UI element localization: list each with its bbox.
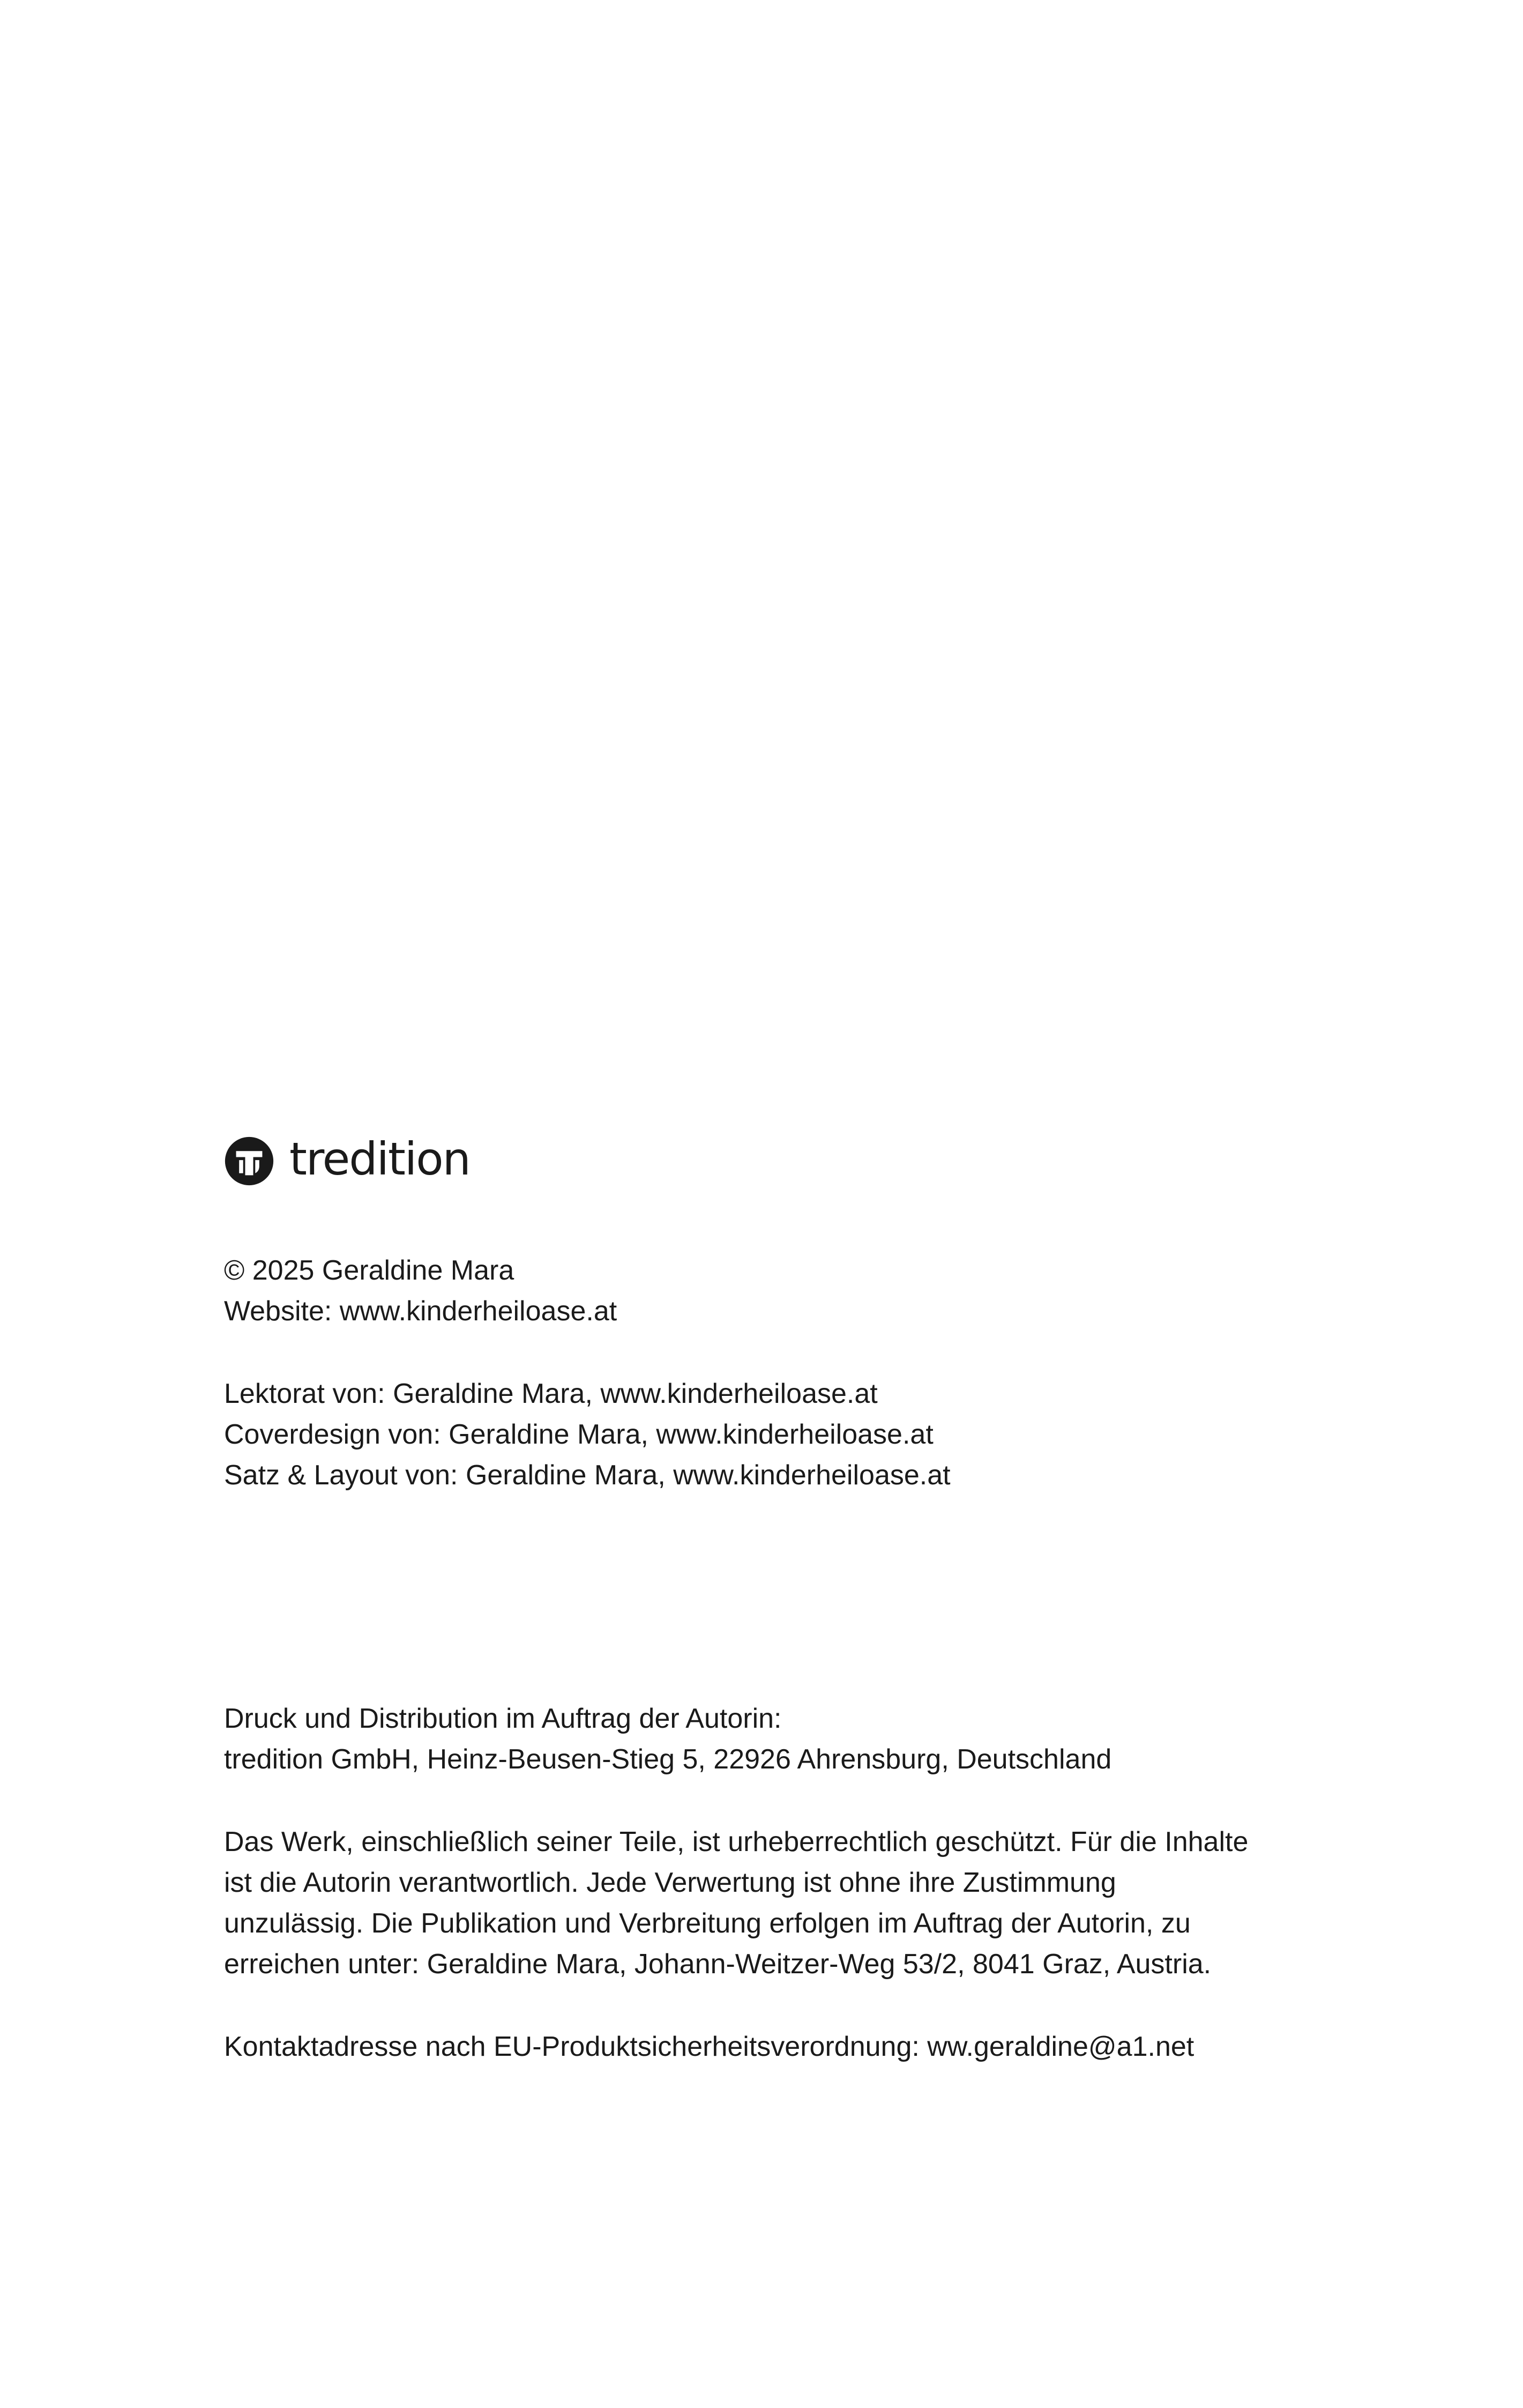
satz-layout-line: Satz & Layout von: Geraldine Mara, www.kinderheiloase.at: [224, 1460, 951, 1491]
legal-line: unzulässig. Die Publikation und Verbreitung erfolgen im Auftrag der Autorin, zu: [224, 1908, 1191, 1939]
distribution-address: tredition GmbH, Heinz-Beusen-Stieg 5, 22926 Ahrensburg, Deutschland: [224, 1744, 1112, 1775]
credits-block: [224, 1373, 951, 1496]
publisher-logo: [224, 1135, 470, 1187]
distribution-block: [224, 1698, 1111, 1780]
copyright-line: © 2025 Geraldine Mara: [224, 1255, 514, 1286]
legal-line: Das Werk, einschließlich seiner Teile, ist urheberrechtlich geschützt. Für die Inhalte: [224, 1826, 1249, 1857]
website-line: Website: www.kinderheiloase.at: [224, 1296, 617, 1327]
copyright-block: [224, 1250, 617, 1332]
lektorat-line: Lektorat von: Geraldine Mara, www.kinderheiloase.at: [224, 1378, 878, 1409]
publisher-logo-text: tredition: [289, 1133, 470, 1185]
distribution-heading: Druck und Distribution im Auftrag der Autorin:: [224, 1703, 782, 1734]
tredition-mark-icon: [224, 1136, 274, 1186]
contact-line: Kontaktadresse nach EU-Produktsicherheitsverordnung: ww.geraldine@a1.net: [224, 2031, 1194, 2062]
contact-block: [224, 2026, 1194, 2067]
coverdesign-line: Coverdesign von: Geraldine Mara, www.kinderheiloase.at: [224, 1419, 934, 1450]
legal-notice: [224, 1822, 1248, 1985]
legal-line: erreichen unter: Geraldine Mara, Johann-Weitzer-Weg 53/2, 8041 Graz, Austria.: [224, 1949, 1212, 1980]
legal-line: ist die Autorin verantwortlich. Jede Verwertung ist ohne ihre Zustimmung: [224, 1867, 1116, 1898]
